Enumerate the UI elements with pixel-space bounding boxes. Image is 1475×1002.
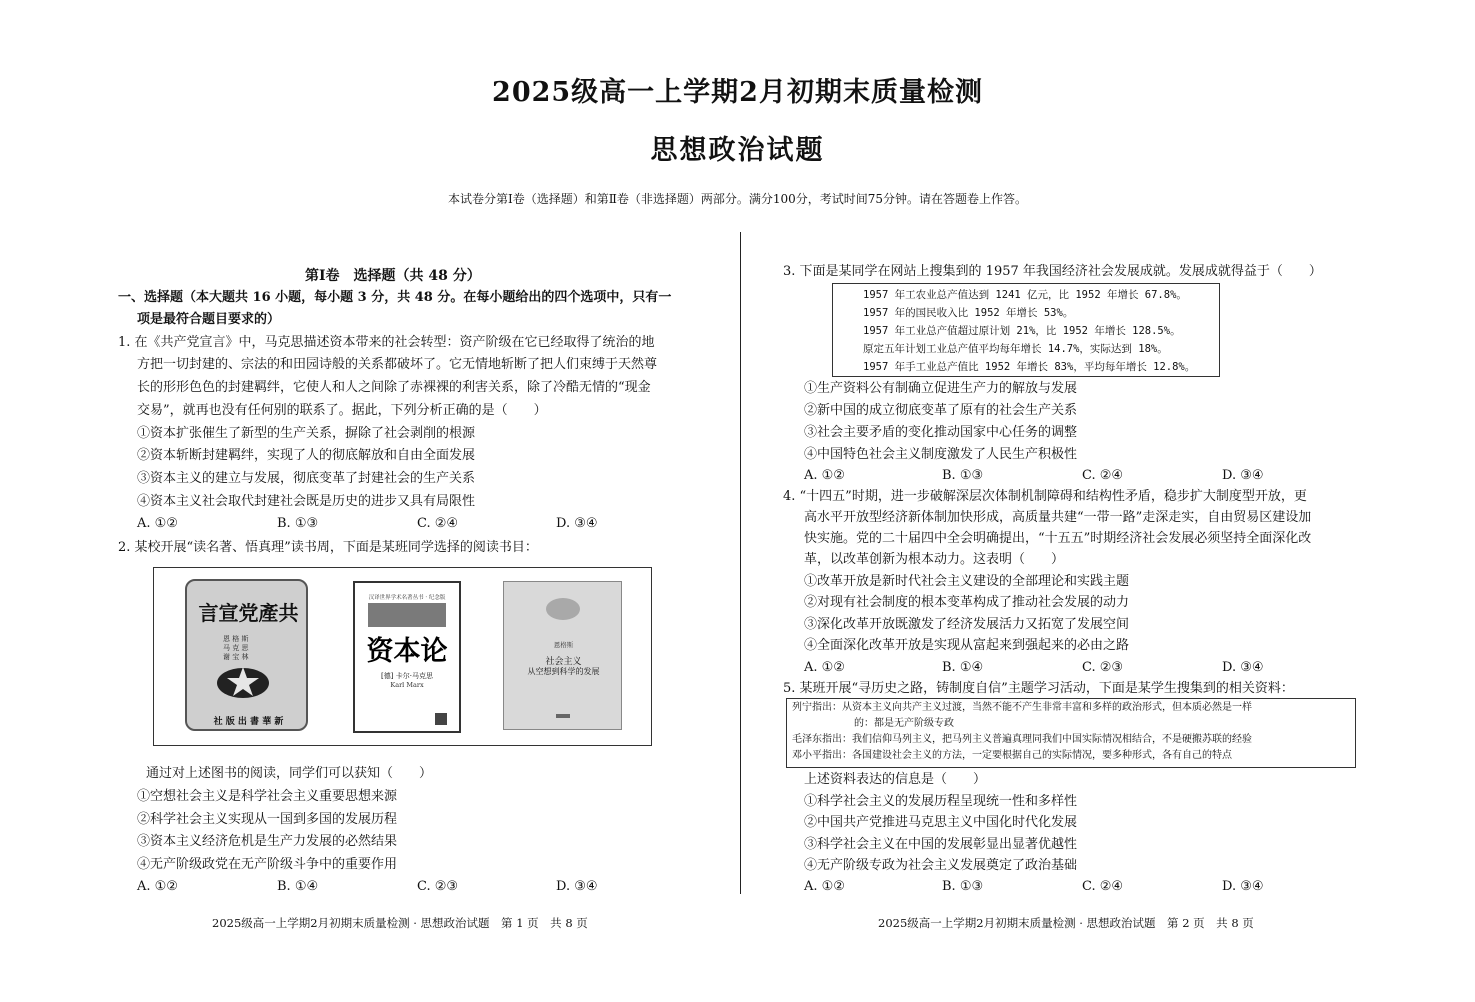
q3-option-c[interactable]: C. ②④ bbox=[1082, 468, 1124, 483]
q5-box-line-2: 的：都是无产阶级专政 bbox=[854, 718, 954, 729]
q1-stem-line4: 交易”，就再也没有任何别的联系了。据此，下列分析正确的是（ ） bbox=[137, 403, 547, 418]
q1-option-d[interactable]: D. ③④ bbox=[556, 516, 598, 531]
q5-stem: 5. 某班开展“寻历史之路，铸制度自信”主题学习活动，下面是某学生搜集到的相关资料： bbox=[783, 681, 1294, 696]
q5-item-2: ②中国共产党推进马克思主义中国化时代化发展 bbox=[804, 815, 1078, 830]
q4-stem-line3: 快实施。党的二十届四中全会明确提出，“十五五”时期经济社会发展必须坚持全面深化改 bbox=[804, 531, 1312, 546]
q1-item-2: ②资本斩断封建羁绊，实现了人的彻底解放和自由全面发展 bbox=[137, 448, 476, 463]
q5-option-d[interactable]: D. ③④ bbox=[1222, 879, 1264, 894]
q2-item-3: ③资本主义经济危机是生产力发展的必然结果 bbox=[137, 834, 398, 849]
q5-after-text: 上述资料表达的信息是（ ） bbox=[804, 772, 987, 787]
q1-item-4: ④资本主义社会取代封建社会既是历史的进步又具有局限性 bbox=[137, 494, 476, 509]
footer-page-1: 2025级高一上学期2月初期末质量检测 · 思想政治试题 第 1 页 共 8 页 bbox=[212, 916, 588, 930]
q3-box-line-2: 1957 年的国民收入比 1952 年增长 53%。 bbox=[863, 307, 1074, 319]
book-cover-manifesto bbox=[185, 579, 308, 731]
qr-code-icon bbox=[435, 713, 447, 725]
q4-item-1: ①改革开放是新时代社会主义建设的全部理论和实践主题 bbox=[804, 574, 1130, 589]
q1-stem-line3: 长的形形色色的封建羁绊，它使人和人之间除了赤裸裸的利害关系，除了冷酷无情的“现金 bbox=[137, 380, 651, 395]
q3-option-d[interactable]: D. ③④ bbox=[1222, 468, 1264, 483]
manifesto-publisher: 社 版 出 書 華 新 bbox=[213, 717, 284, 727]
socialism-author: 恩格斯 bbox=[553, 641, 574, 649]
q2-option-b[interactable]: B. ①④ bbox=[277, 879, 319, 894]
q4-stem-line1: 4. “十四五”时期，进一步破解深层次体制机制障碍和结构性矛盾，稳步扩大制度型开放，更 bbox=[783, 489, 1307, 504]
q5-option-c[interactable]: C. ②④ bbox=[1082, 879, 1124, 894]
capital-cover-picture bbox=[368, 603, 446, 627]
emblem-icon bbox=[546, 598, 580, 620]
q3-item-1: ①生产资料公有制确立促进生产力的解放与发展 bbox=[804, 381, 1078, 396]
q4-stem-line2: 高水平开放型经济新体制加快形成，高质量共建“一带一路”走深走实，自由贸易区建设加 bbox=[804, 510, 1312, 525]
q1-option-b[interactable]: B. ①③ bbox=[277, 516, 319, 531]
q3-item-4: ④中国特色社会主义制度激发了人民生产积极性 bbox=[804, 447, 1078, 462]
q3-box-line-5: 1957 年手工业总产值比 1952 年增长 83%，平均每年增长 12.8%。 bbox=[863, 361, 1196, 373]
footer-page-2: 2025级高一上学期2月初期末质量检测 · 思想政治试题 第 2 页 共 8 页 bbox=[878, 916, 1254, 930]
book-cover-socialism bbox=[503, 581, 622, 730]
q3-data-box bbox=[832, 283, 1220, 377]
q1-item-3: ③资本主义的建立与发展，彻底变革了封建社会的生产关系 bbox=[137, 471, 476, 486]
q5-box-line-3: 毛泽东指出：我们信仰马列主义，把马列主义普遍真理同我们中国实际情况相结合，不是硬搬苏联的经验 bbox=[792, 734, 1252, 745]
exam-intro: 本试卷分第Ⅰ卷（选择题）和第Ⅱ卷（非选择题）两部分。满分100分，考试时间75分钟。请在答题卷上作答。 bbox=[447, 192, 1028, 206]
capital-title: 资本论 bbox=[366, 636, 448, 667]
manifesto-title: 言宣党產共 bbox=[198, 601, 299, 625]
q3-box-line-4: 原定五年计划工业总产值平均每年增长 14.7%，实际达到 18%。 bbox=[863, 343, 1168, 355]
q3-item-3: ③社会主要矛盾的变化推动国家中心任务的调整 bbox=[804, 425, 1078, 440]
q2-item-2: ②科学社会主义实现从一国到多国的发展历程 bbox=[137, 812, 398, 827]
part1-title: 第Ⅰ卷 选择题（共 48 分） bbox=[305, 268, 481, 284]
q2-option-a[interactable]: A. ①② bbox=[137, 879, 178, 894]
q4-item-3: ③深化改革开放既激发了经济发展活力又拓宽了发展空间 bbox=[804, 617, 1130, 632]
q3-stem: 3. 下面是某同学在网站上搜集到的 1957 年我国经济社会发展成就。发展成就得益于（ ） bbox=[783, 264, 1322, 279]
capital-series: 汉译世界学术名著丛书 · 纪念版 bbox=[368, 595, 446, 601]
exam-subject: 思想政治试题 bbox=[650, 135, 825, 166]
capital-author: [德] 卡尔·马克思 bbox=[381, 672, 433, 680]
q2-item-4: ④无产阶级政党在无产阶级斗争中的重要作用 bbox=[137, 857, 398, 872]
socialism-title-line1: 社会主义 bbox=[545, 657, 582, 667]
q3-option-b[interactable]: B. ①③ bbox=[942, 468, 984, 483]
q4-item-2: ②对现有社会制度的根本变革构成了推动社会发展的动力 bbox=[804, 595, 1130, 610]
q1-stem-line1: 1. 在《共产党宣言》中，马克思描述资本带来的社会转型：资产阶级在它已经取得了统治的地 bbox=[118, 335, 655, 350]
q3-item-2: ②新中国的成立彻底变革了原有的社会生产关系 bbox=[804, 403, 1078, 418]
q2-option-d[interactable]: D. ③④ bbox=[556, 879, 598, 894]
exam-title: 2025级高一上学期2月初期末质量检测 bbox=[492, 77, 983, 108]
manifesto-author-1: 恩 格 斯 bbox=[223, 635, 249, 643]
q5-box-line-1: 列宁指出：从资本主义向共产主义过渡，当然不能不产生非常丰富和多样的政治形式，但本质必然是一样 bbox=[792, 702, 1252, 713]
q2-after-text: 通过对上述图书的阅读，同学们可以获知（ ） bbox=[146, 766, 433, 781]
q4-option-a[interactable]: A. ①② bbox=[804, 660, 845, 675]
capital-author-en: Karl Marx bbox=[390, 681, 424, 689]
column-divider bbox=[740, 232, 741, 894]
q5-option-a[interactable]: A. ①② bbox=[804, 879, 845, 894]
q5-item-3: ③科学社会主义在中国的发展彰显出显著优越性 bbox=[804, 837, 1078, 852]
q3-box-line-3: 1957 年工业总产值超过原计划 21%，比 1952 年增长 128.5%。 bbox=[863, 325, 1181, 337]
section-instruction-line2: 项是最符合题目要求的） bbox=[137, 312, 281, 327]
q4-stem-line4: 革，以改革创新为根本动力。这表明（ ） bbox=[804, 552, 1065, 567]
q5-box-line-4: 邓小平指出：各国建设社会主义的方法，一定要根据自己的实际情况，要多种形式，各有自己的特点 bbox=[792, 750, 1232, 761]
q3-option-a[interactable]: A. ①② bbox=[804, 468, 845, 483]
q4-option-c[interactable]: C. ②③ bbox=[1082, 660, 1124, 675]
q2-item-1: ①空想社会主义是科学社会主义重要思想来源 bbox=[137, 789, 398, 804]
q5-item-1: ①科学社会主义的发展历程呈现统一性和多样性 bbox=[804, 794, 1078, 809]
q4-item-4: ④全面深化改革开放是实现从富起来到强起来的必由之路 bbox=[804, 638, 1130, 653]
q1-option-a[interactable]: A. ①② bbox=[137, 516, 178, 531]
q2-stem: 2. 某校开展“读名著、悟真理”读书周，下面是某班同学选择的阅读书目： bbox=[118, 540, 538, 555]
star-emblem-icon bbox=[215, 663, 271, 703]
q5-option-b[interactable]: B. ①③ bbox=[942, 879, 984, 894]
q5-quote-box bbox=[786, 698, 1356, 768]
q1-item-1: ①资本扩张催生了新型的生产关系，摒除了社会剥削的根源 bbox=[137, 426, 476, 441]
socialism-title-line2: 从空想到科学的发展 bbox=[527, 667, 600, 676]
q4-option-d[interactable]: D. ③④ bbox=[1222, 660, 1264, 675]
q3-box-line-1: 1957 年工农业总产值达到 1241 亿元，比 1952 年增长 67.8%。 bbox=[863, 289, 1187, 301]
q2-option-c[interactable]: C. ②③ bbox=[417, 879, 459, 894]
q5-item-4: ④无产阶级专政为社会主义发展奠定了政治基础 bbox=[804, 858, 1078, 873]
manifesto-author-2: 马 克 思 bbox=[223, 644, 249, 652]
q4-option-b[interactable]: B. ①④ bbox=[942, 660, 984, 675]
publisher-mark-icon bbox=[556, 714, 570, 718]
section-instruction-line1: 一、选择题（本大题共 16 小题，每小题 3 分，共 48 分。在每小题给出的四个选项中，只有一 bbox=[118, 290, 672, 305]
book-cover-capital bbox=[353, 581, 461, 733]
manifesto-author-3: 谢 宝 林 bbox=[223, 653, 249, 661]
book-images-frame bbox=[153, 567, 652, 746]
q1-stem-line2: 方把一切封建的、宗法的和田园诗般的关系都破坏了。它无情地斩断了把人们束缚于天然尊 bbox=[137, 357, 658, 372]
q1-option-c[interactable]: C. ②④ bbox=[417, 516, 459, 531]
